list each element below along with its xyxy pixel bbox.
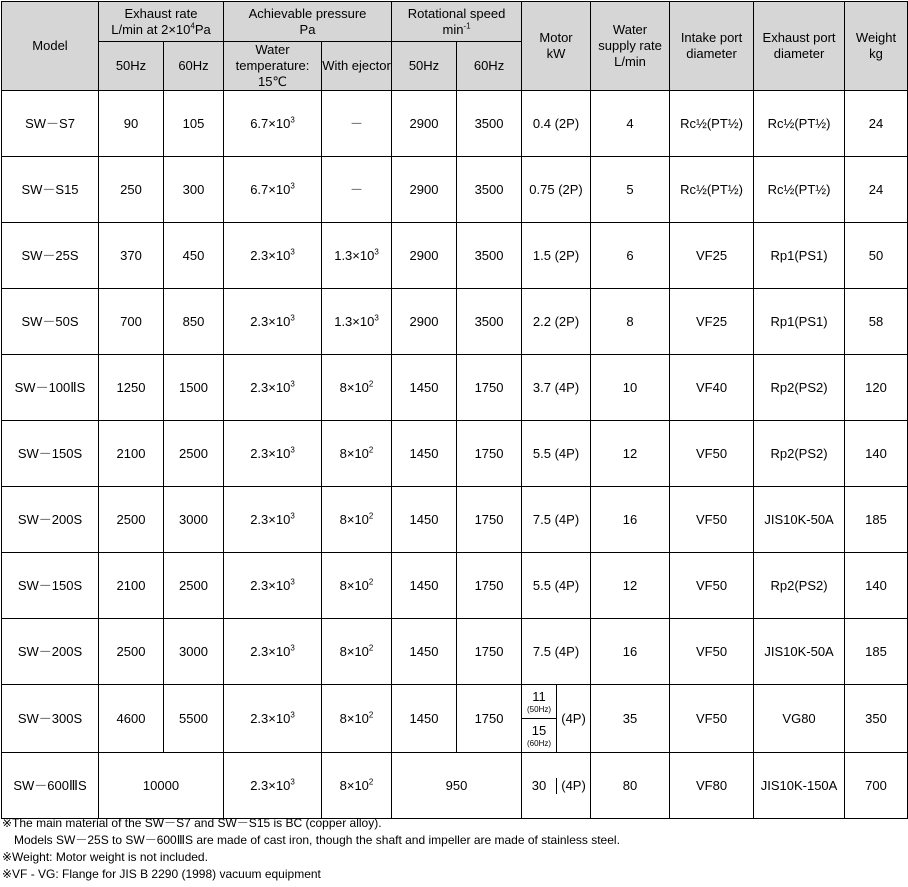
cell-motor: 7.5 (4P) xyxy=(522,619,591,685)
cell-speed-50hz: 2900 xyxy=(392,223,457,289)
cell-rate-60hz: 2500 xyxy=(164,421,224,487)
cell-speed-50hz: 1450 xyxy=(392,553,457,619)
cell-exhaust-port: Rp2(PS2) xyxy=(754,355,845,421)
cell-speed-60hz: 1750 xyxy=(457,619,522,685)
cell-rate-50hz: 90 xyxy=(99,91,164,157)
cell-intake-port: VF50 xyxy=(670,487,754,553)
cell-speed-50hz: 1450 xyxy=(392,421,457,487)
cell-rate-60hz: 3000 xyxy=(164,619,224,685)
cell-water-supply: 16 xyxy=(591,619,670,685)
cell-water-supply: 80 xyxy=(591,753,670,819)
cell-rate-50hz: 2100 xyxy=(99,553,164,619)
cell-exhaust-port: Rp1(PS1) xyxy=(754,289,845,355)
cell-weight: 24 xyxy=(845,157,908,223)
table-row xyxy=(2,619,908,685)
table-row xyxy=(2,553,908,619)
header-achievable-pressure: Achievable pressure Pa xyxy=(224,2,392,42)
cell-rate: 10000 xyxy=(99,753,224,819)
cell-exhaust-port: Rp1(PS1) xyxy=(754,223,845,289)
cell-pressure: $2.3\times 10^3$ xyxy=(224,619,322,685)
cell-exhaust-port: Rp2(PS2) xyxy=(754,553,845,619)
cell-pressure: $2.3\times 10^3$ xyxy=(224,487,322,553)
cell-model: SW－200S xyxy=(2,619,99,685)
header-water-supply: Water supply rate L/min xyxy=(591,2,670,91)
footnote-cast-iron: Models SW－25S to SW－600ⅢS are made of cast iron, though the shaft and impeller are made of stainless steel. xyxy=(14,833,620,847)
cell-pressure-ejector: $1.3\times 10^3$ xyxy=(322,223,392,289)
header-rate-60hz: 60Hz xyxy=(164,42,224,91)
cell-pressure-ejector: $1.3\times 10^3$ xyxy=(322,289,392,355)
cell-speed-50hz: 2900 xyxy=(392,289,457,355)
table-row xyxy=(2,685,908,753)
cell-speed-60hz: 1750 xyxy=(457,421,522,487)
cell-pressure: $6.7\times 10^3$ xyxy=(224,91,322,157)
cell-exhaust-port: Rp2(PS2) xyxy=(754,421,845,487)
cell-pressure-ejector: $8\times 10^2$ xyxy=(322,685,392,753)
cell-motor: 30 (4P) xyxy=(522,753,591,819)
header-weight: Weight kg xyxy=(845,2,908,91)
cell-rate-60hz: 1500 xyxy=(164,355,224,421)
header-water-temperature: Water temperature: 15℃ xyxy=(224,42,322,91)
cell-water-supply: 6 xyxy=(591,223,670,289)
cell-speed-60hz: 1750 xyxy=(457,487,522,553)
cell-intake-port: VF50 xyxy=(670,619,754,685)
cell-motor: 11 (50Hz) 15 (60Hz) (4P) xyxy=(522,685,591,753)
cell-speed-60hz: 1750 xyxy=(457,685,522,753)
cell-speed-50hz: 1450 xyxy=(392,619,457,685)
cell-rate-50hz: 2500 xyxy=(99,619,164,685)
cell-rate-60hz: 2500 xyxy=(164,553,224,619)
cell-model: SW－200S xyxy=(2,487,99,553)
cell-speed-60hz: 3500 xyxy=(457,157,522,223)
header-exhaust-port: Exhaust port diameter xyxy=(754,2,845,91)
cell-intake-port: Rc½(PT½) xyxy=(670,157,754,223)
cell-weight: 24 xyxy=(845,91,908,157)
cell-rate-50hz: 4600 xyxy=(99,685,164,753)
cell-exhaust-port: Rc½(PT½) xyxy=(754,157,845,223)
cell-motor: 5.5 (4P) xyxy=(522,421,591,487)
cell-exhaust-port: Rc½(PT½) xyxy=(754,91,845,157)
cell-model: SW－25S xyxy=(2,223,99,289)
cell-weight: 140 xyxy=(845,553,908,619)
cell-rate-50hz: 1250 xyxy=(99,355,164,421)
cell-model: SW－300S xyxy=(2,685,99,753)
footnote-material: ※The main material of the SW－S7 and SW－S15 is BC (copper alloy). xyxy=(2,816,382,830)
cell-pressure: $6.7\times 10^3$ xyxy=(224,157,322,223)
header-model: Model xyxy=(2,2,99,91)
cell-intake-port: VF25 xyxy=(670,223,754,289)
cell-pressure: $2.3\times 10^3$ xyxy=(224,421,322,487)
cell-exhaust-port: VG80 xyxy=(754,685,845,753)
spec-table-body xyxy=(2,91,908,819)
cell-weight: 120 xyxy=(845,355,908,421)
footnote-weight: ※Weight: Motor weight is not included. xyxy=(2,850,208,864)
header-intake-port: Intake port diameter xyxy=(670,2,754,91)
cell-weight: 58 xyxy=(845,289,908,355)
cell-pressure: $2.3\times 10^3$ xyxy=(224,753,322,819)
table-row xyxy=(2,753,908,819)
cell-weight: 185 xyxy=(845,487,908,553)
cell-speed-50hz: 2900 xyxy=(392,91,457,157)
cell-rate-60hz: 5500 xyxy=(164,685,224,753)
cell-rate-50hz: 2500 xyxy=(99,487,164,553)
cell-motor: 0.4 (2P) xyxy=(522,91,591,157)
header-motor: Motor kW xyxy=(522,2,591,91)
cell-exhaust-port: JIS10K-50A xyxy=(754,619,845,685)
spec-table xyxy=(1,1,908,819)
cell-pressure: $2.3\times 10^3$ xyxy=(224,289,322,355)
cell-speed-60hz: 3500 xyxy=(457,289,522,355)
cell-intake-port: Rc½(PT½) xyxy=(670,91,754,157)
cell-speed-60hz: 1750 xyxy=(457,553,522,619)
cell-water-supply: 35 xyxy=(591,685,670,753)
cell-speed-50hz: 1450 xyxy=(392,355,457,421)
header-rotational-speed: Rotational speed $\min^{-1}$ xyxy=(392,2,522,42)
cell-model: SW－100ⅡS xyxy=(2,355,99,421)
cell-speed-60hz: 1750 xyxy=(457,355,522,421)
cell-speed-60hz: 3500 xyxy=(457,223,522,289)
cell-weight: 700 xyxy=(845,753,908,819)
cell-rate-60hz: 300 xyxy=(164,157,224,223)
cell-motor: 1.5 (2P) xyxy=(522,223,591,289)
cell-intake-port: VF50 xyxy=(670,421,754,487)
cell-exhaust-port: JIS10K-150A xyxy=(754,753,845,819)
cell-model: SW－S7 xyxy=(2,91,99,157)
cell-intake-port: VF40 xyxy=(670,355,754,421)
cell-motor: 2.2 (2P) xyxy=(522,289,591,355)
cell-motor: 5.5 (4P) xyxy=(522,553,591,619)
cell-water-supply: 5 xyxy=(591,157,670,223)
cell-rate-50hz: 700 xyxy=(99,289,164,355)
header-speed-50hz: 50Hz xyxy=(392,42,457,91)
cell-weight: 50 xyxy=(845,223,908,289)
cell-rate-60hz: 850 xyxy=(164,289,224,355)
cell-speed-60hz: 3500 xyxy=(457,91,522,157)
table-row xyxy=(2,487,908,553)
cell-pressure: $2.3\times 10^3$ xyxy=(224,355,322,421)
cell-model: SW－600ⅢS xyxy=(2,753,99,819)
cell-water-supply: 10 xyxy=(591,355,670,421)
table-row xyxy=(2,91,908,157)
cell-water-supply: 16 xyxy=(591,487,670,553)
cell-rate-50hz: 250 xyxy=(99,157,164,223)
cell-speed: 950 xyxy=(392,753,522,819)
cell-motor: 3.7 (4P) xyxy=(522,355,591,421)
cell-water-supply: 12 xyxy=(591,421,670,487)
cell-speed-50hz: 2900 xyxy=(392,157,457,223)
cell-intake-port: VF80 xyxy=(670,753,754,819)
cell-rate-60hz: 3000 xyxy=(164,487,224,553)
table-row xyxy=(2,157,908,223)
cell-model: SW－150S xyxy=(2,553,99,619)
cell-rate-50hz: 2100 xyxy=(99,421,164,487)
cell-model: SW－150S xyxy=(2,421,99,487)
cell-rate-50hz: 370 xyxy=(99,223,164,289)
cell-pressure: $2.3\times 10^3$ xyxy=(224,223,322,289)
footnote-flange: ※VF - VG: Flange for JIS B 2290 (1998) vacuum equipment xyxy=(2,867,321,881)
table-row xyxy=(2,421,908,487)
cell-pressure-ejector: － xyxy=(322,157,392,223)
cell-motor-pole: (4P) xyxy=(561,777,586,793)
table-row xyxy=(2,289,908,355)
header-rate-50hz: 50Hz xyxy=(99,42,164,91)
cell-pressure-ejector: $8\times 10^2$ xyxy=(322,355,392,421)
table-row xyxy=(2,223,908,289)
cell-motor: 0.75 (2P) xyxy=(522,157,591,223)
cell-water-supply: 12 xyxy=(591,553,670,619)
cell-water-supply: 4 xyxy=(591,91,670,157)
cell-speed-50hz: 1450 xyxy=(392,487,457,553)
cell-pressure-ejector: $8\times 10^2$ xyxy=(322,487,392,553)
cell-weight: 140 xyxy=(845,421,908,487)
cell-intake-port: VF50 xyxy=(670,685,754,753)
cell-intake-port: VF50 xyxy=(670,553,754,619)
cell-weight: 185 xyxy=(845,619,908,685)
cell-exhaust-port: JIS10K-50A xyxy=(754,487,845,553)
cell-pressure-ejector: $8\times 10^2$ xyxy=(322,619,392,685)
cell-pressure-ejector: $8\times 10^2$ xyxy=(322,421,392,487)
cell-water-supply: 8 xyxy=(591,289,670,355)
header-speed-60hz: 60Hz xyxy=(457,42,522,91)
cell-model: SW－S15 xyxy=(2,157,99,223)
cell-speed-50hz: 1450 xyxy=(392,685,457,753)
cell-pressure-ejector: $8\times 10^2$ xyxy=(322,553,392,619)
cell-intake-port: VF25 xyxy=(670,289,754,355)
cell-weight: 350 xyxy=(845,685,908,753)
cell-rate-60hz: 450 xyxy=(164,223,224,289)
cell-pressure-ejector: － xyxy=(322,91,392,157)
cell-pressure-ejector: $8\times 10^2$ xyxy=(322,753,392,819)
cell-pressure: $2.3\times 10^3$ xyxy=(224,553,322,619)
table-row xyxy=(2,355,908,421)
cell-pressure: $2.3\times 10^3$ xyxy=(224,685,322,753)
footnotes xyxy=(2,815,902,883)
cell-model: SW－50S xyxy=(2,289,99,355)
header-with-ejector: With ejector xyxy=(322,42,392,91)
header-exhaust-rate: Exhaust rate L/min at $2\times 10^4Pa$ xyxy=(99,2,224,42)
cell-rate-60hz: 105 xyxy=(164,91,224,157)
cell-motor: 7.5 (4P) xyxy=(522,487,591,553)
cell-motor-pole: (4P) xyxy=(561,710,586,726)
